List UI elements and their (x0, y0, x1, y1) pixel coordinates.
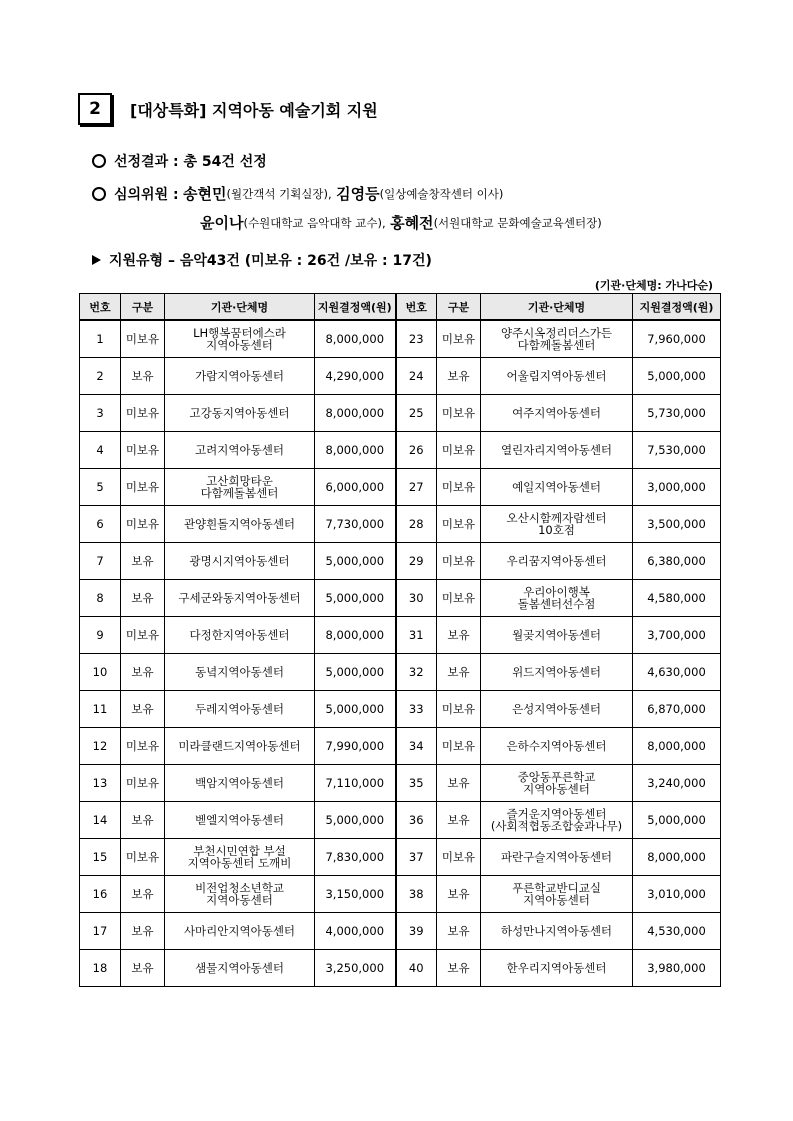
selection-result (92, 151, 267, 171)
cell-amount: 8,000,000 (633, 728, 721, 765)
table-row (80, 617, 721, 654)
table-row (80, 580, 721, 617)
table-row (80, 876, 721, 913)
cell-number: 16 (80, 876, 121, 913)
cell-organization: 월곶지역아동센터 (481, 617, 633, 654)
cell-organization: 우리아이행복 돌봄센터선수점 (481, 580, 633, 617)
cell-amount: 7,960,000 (633, 320, 721, 358)
cell-number: 3 (80, 395, 121, 432)
cell-number: 13 (80, 765, 121, 802)
cell-organization: 샘물지역아동센터 (165, 950, 315, 987)
cell-amount: 7,990,000 (315, 728, 396, 765)
table-row (80, 469, 721, 506)
cell-amount: 5,000,000 (633, 802, 721, 839)
cell-number: 24 (396, 358, 437, 395)
cell-organization: LH행복꿈터에스라 지역아동센터 (165, 320, 315, 358)
grants-table (79, 293, 721, 987)
circle-bullet-icon (92, 187, 106, 201)
cell-organization: 백암지역아동센터 (165, 765, 315, 802)
cell-amount: 4,290,000 (315, 358, 396, 395)
committee-member-name: 송현민 (183, 185, 227, 203)
cell-amount: 3,980,000 (633, 950, 721, 987)
cell-category: 미보유 (437, 543, 481, 580)
cell-amount: 7,830,000 (315, 839, 396, 876)
cell-category: 미보유 (121, 469, 165, 506)
cell-amount: 7,530,000 (633, 432, 721, 469)
cell-amount: 3,250,000 (315, 950, 396, 987)
circle-bullet-icon (92, 154, 106, 168)
cell-amount: 8,000,000 (315, 432, 396, 469)
cell-organization: 비전업청소년학교 지역아동센터 (165, 876, 315, 913)
cell-category: 보유 (437, 913, 481, 950)
cell-number: 37 (396, 839, 437, 876)
table-row (80, 506, 721, 543)
cell-amount: 3,000,000 (633, 469, 721, 506)
cell-amount: 8,000,000 (633, 839, 721, 876)
cell-number: 33 (396, 691, 437, 728)
cell-organization: 예일지역아동센터 (481, 469, 633, 506)
cell-category: 미보유 (437, 320, 481, 358)
table-row (80, 395, 721, 432)
cell-category: 미보유 (121, 617, 165, 654)
cell-organization: 구세군와동지역아동센터 (165, 580, 315, 617)
cell-category: 보유 (121, 543, 165, 580)
triangle-bullet-icon (92, 255, 101, 265)
committee-line-2 (200, 212, 602, 233)
cell-number: 2 (80, 358, 121, 395)
cell-amount: 6,870,000 (633, 691, 721, 728)
header-category: 구분 (121, 294, 165, 321)
cell-organization: 두레지역아동센터 (165, 691, 315, 728)
cell-organization: 관양흰돌지역아동센터 (165, 506, 315, 543)
cell-number: 40 (396, 950, 437, 987)
cell-category: 미보유 (121, 320, 165, 358)
cell-category: 보유 (121, 358, 165, 395)
cell-organization: 여주지역아동센터 (481, 395, 633, 432)
selection-result-text: 선정결과 : 총 54건 선정 (114, 154, 267, 170)
cell-category: 미보유 (121, 765, 165, 802)
cell-number: 18 (80, 950, 121, 987)
cell-amount: 5,000,000 (315, 654, 396, 691)
cell-category: 보유 (121, 654, 165, 691)
cell-amount: 7,110,000 (315, 765, 396, 802)
cell-category: 보유 (121, 950, 165, 987)
cell-organization: 은하수지역아동센터 (481, 728, 633, 765)
cell-number: 36 (396, 802, 437, 839)
table-row (80, 802, 721, 839)
cell-category: 보유 (121, 913, 165, 950)
cell-amount: 4,530,000 (633, 913, 721, 950)
cell-number: 10 (80, 654, 121, 691)
committee-line-1 (92, 183, 503, 204)
cell-amount: 3,500,000 (633, 506, 721, 543)
table-row (80, 728, 721, 765)
cell-number: 8 (80, 580, 121, 617)
table-row (80, 839, 721, 876)
header-category: 구분 (437, 294, 481, 321)
cell-organization: 부천시민연합 부설 지역아동센터 도깨비 (165, 839, 315, 876)
table-row (80, 913, 721, 950)
table-row (80, 432, 721, 469)
cell-number: 39 (396, 913, 437, 950)
cell-organization: 즐거운지역아동센터 (사회적협동조합숲과나무) (481, 802, 633, 839)
table-header-row (80, 294, 721, 321)
cell-category: 미보유 (437, 469, 481, 506)
cell-amount: 5,000,000 (315, 580, 396, 617)
cell-organization: 한우리지역아동센터 (481, 950, 633, 987)
cell-amount: 3,240,000 (633, 765, 721, 802)
cell-number: 27 (396, 469, 437, 506)
cell-organization: 우리꿈지역아동센터 (481, 543, 633, 580)
cell-number: 34 (396, 728, 437, 765)
table-body (80, 320, 721, 987)
cell-amount: 8,000,000 (315, 320, 396, 358)
cell-category: 미보유 (437, 395, 481, 432)
cell-number: 4 (80, 432, 121, 469)
committee-member-role: (월간객석 기획실장), (226, 186, 332, 201)
cell-amount: 4,630,000 (633, 654, 721, 691)
cell-number: 12 (80, 728, 121, 765)
cell-organization: 위드지역아동센터 (481, 654, 633, 691)
cell-organization: 벧엘지역아동센터 (165, 802, 315, 839)
header-organization: 기관·단체명 (481, 294, 633, 321)
committee-label: 심의위원 : (114, 186, 179, 203)
cell-amount: 6,380,000 (633, 543, 721, 580)
cell-category: 미보유 (121, 432, 165, 469)
cell-amount: 5,000,000 (633, 358, 721, 395)
cell-number: 35 (396, 765, 437, 802)
cell-number: 38 (396, 876, 437, 913)
cell-category: 미보유 (437, 432, 481, 469)
cell-category: 보유 (437, 950, 481, 987)
cell-organization: 고강동지역아동센터 (165, 395, 315, 432)
table-row (80, 543, 721, 580)
section-number: 2 (78, 93, 112, 125)
committee-member-role: (일상예술창작센터 이사) (379, 186, 504, 201)
header-amount: 지원결정액(원) (315, 294, 396, 321)
support-type (92, 250, 432, 270)
cell-category: 보유 (437, 358, 481, 395)
cell-number: 26 (396, 432, 437, 469)
cell-organization: 고려지역아동센터 (165, 432, 315, 469)
cell-amount: 6,000,000 (315, 469, 396, 506)
cell-organization: 푸른학교반디교실 지역아동센터 (481, 876, 633, 913)
table-row (80, 691, 721, 728)
section-header (78, 92, 378, 126)
header-organization: 기관·단체명 (165, 294, 315, 321)
cell-organization: 어울림지역아동센터 (481, 358, 633, 395)
cell-category: 미보유 (437, 728, 481, 765)
support-type-text: 지원유형 – 음악43건 (미보유 : 26건 /보유 : 17건) (109, 253, 432, 269)
cell-category: 보유 (121, 580, 165, 617)
cell-organization: 고산희망타운 다함께돌봄센터 (165, 469, 315, 506)
cell-category: 미보유 (437, 506, 481, 543)
cell-category: 미보유 (437, 839, 481, 876)
sort-note: (기관·단체명: 가나다순) (594, 279, 713, 292)
cell-category: 보유 (437, 654, 481, 691)
cell-organization: 오산시함께자람센터 10호점 (481, 506, 633, 543)
table-row (80, 765, 721, 802)
cell-number: 9 (80, 617, 121, 654)
cell-number: 31 (396, 617, 437, 654)
header-number: 번호 (80, 294, 121, 321)
cell-category: 미보유 (121, 395, 165, 432)
cell-number: 7 (80, 543, 121, 580)
cell-organization: 사마리안지역아동센터 (165, 913, 315, 950)
cell-number: 5 (80, 469, 121, 506)
cell-category: 보유 (437, 876, 481, 913)
cell-category: 보유 (437, 765, 481, 802)
committee-member-name: 김영등 (336, 185, 380, 203)
committee-member-role: (수원대학교 음악대학 교수), (243, 215, 386, 230)
committee-member-role: (서원대학교 문화예술교육센터장) (433, 215, 602, 230)
cell-category: 미보유 (437, 691, 481, 728)
cell-organization: 은성지역아동센터 (481, 691, 633, 728)
cell-amount: 5,000,000 (315, 543, 396, 580)
cell-number: 6 (80, 506, 121, 543)
cell-number: 25 (396, 395, 437, 432)
cell-category: 미보유 (437, 580, 481, 617)
table-row (80, 358, 721, 395)
cell-category: 보유 (121, 691, 165, 728)
cell-category: 미보유 (121, 728, 165, 765)
cell-amount: 8,000,000 (315, 395, 396, 432)
cell-amount: 5,730,000 (633, 395, 721, 432)
cell-amount: 3,150,000 (315, 876, 396, 913)
cell-number: 1 (80, 320, 121, 358)
committee-member-name: 윤이나 (200, 214, 244, 232)
cell-category: 보유 (437, 617, 481, 654)
committee-member-name: 홍혜전 (390, 214, 434, 232)
cell-amount: 3,700,000 (633, 617, 721, 654)
cell-organization: 중앙동푸른학교 지역아동센터 (481, 765, 633, 802)
cell-number: 32 (396, 654, 437, 691)
cell-amount: 4,580,000 (633, 580, 721, 617)
table-row (80, 950, 721, 987)
header-amount: 지원결정액(원) (633, 294, 721, 321)
cell-number: 28 (396, 506, 437, 543)
cell-organization: 광명시지역아동센터 (165, 543, 315, 580)
header-number: 번호 (396, 294, 437, 321)
section-title: [대상특화] 지역아동 예술기회 지원 (130, 100, 378, 120)
cell-organization: 미라클랜드지역아동센터 (165, 728, 315, 765)
cell-number: 23 (396, 320, 437, 358)
cell-amount: 5,000,000 (315, 691, 396, 728)
table-row (80, 320, 721, 358)
cell-category: 보유 (121, 802, 165, 839)
cell-organization: 가람지역아동센터 (165, 358, 315, 395)
cell-category: 보유 (437, 802, 481, 839)
cell-number: 17 (80, 913, 121, 950)
cell-amount: 5,000,000 (315, 802, 396, 839)
cell-amount: 8,000,000 (315, 617, 396, 654)
cell-organization: 다정한지역아동센터 (165, 617, 315, 654)
cell-organization: 양주시옥정리더스가든 다함께돌봄센터 (481, 320, 633, 358)
cell-number: 11 (80, 691, 121, 728)
cell-amount: 3,010,000 (633, 876, 721, 913)
cell-category: 보유 (121, 876, 165, 913)
cell-number: 30 (396, 580, 437, 617)
cell-number: 14 (80, 802, 121, 839)
cell-category: 미보유 (121, 506, 165, 543)
cell-organization: 하성만나지역아동센터 (481, 913, 633, 950)
cell-organization: 열린자리지역아동센터 (481, 432, 633, 469)
cell-organization: 동녘지역아동센터 (165, 654, 315, 691)
cell-number: 29 (396, 543, 437, 580)
cell-number: 15 (80, 839, 121, 876)
cell-amount: 4,000,000 (315, 913, 396, 950)
cell-category: 미보유 (121, 839, 165, 876)
table-row (80, 654, 721, 691)
cell-organization: 파란구슬지역아동센터 (481, 839, 633, 876)
cell-amount: 7,730,000 (315, 506, 396, 543)
